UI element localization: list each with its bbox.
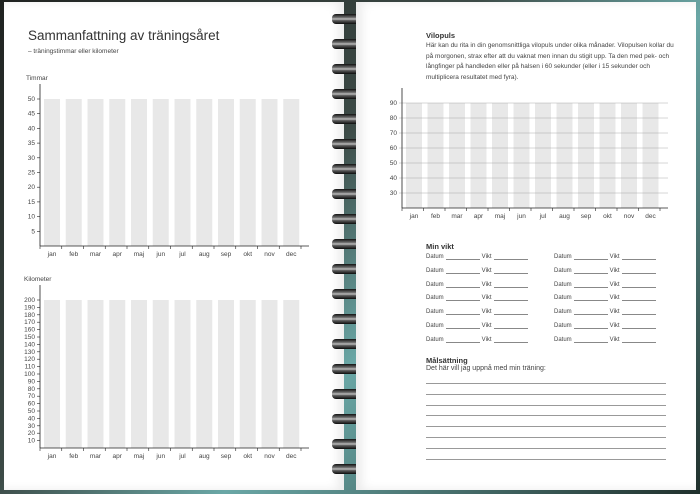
vilopuls-chart-tick-label: okt [603,213,612,220]
vikt-write-line [494,268,528,274]
km-chart-y-tick-label: 50 [27,408,35,415]
vikt-write-line [622,323,656,329]
km-chart-tick-label: dec [286,453,297,460]
km-chart-y-tick-label: 80 [27,385,35,393]
vikt-label: Vikt [481,267,492,274]
page-subtitle: – träningstimmar eller kilometer [28,48,119,55]
km-chart-bar-okt [240,300,256,448]
vilopuls-chart-y-tick-label: 90 [389,100,397,107]
hours-chart-tick-label: apr [112,251,122,258]
hours-chart-tick-label: aug [198,251,210,258]
datum-label: Datum [426,336,444,343]
goal-write-line [426,448,666,449]
km-chart-y-tick-label: 130 [24,348,35,356]
weight-entry-row [554,254,658,260]
hours-chart-bar-okt [240,99,256,246]
vilopuls-chart-tick-label: jan [409,213,419,220]
vikt-write-line [622,295,656,301]
km-chart-bar-jan [44,300,60,448]
km-chart-tick-label: jul [179,453,186,460]
hours-chart-bar-feb [66,99,82,246]
vilopuls-chart-bar-jan [406,103,422,208]
vilopuls-heading: Vilopuls [426,31,456,40]
vilopuls-chart-tick-label: jul [539,213,547,220]
km-chart-tick-label: apr [112,453,122,460]
vikt-label: Vikt [481,295,492,302]
datum-write-line [574,254,608,260]
km-chart-y-tick-label: 160 [24,326,35,334]
weight-entry-row [426,282,530,288]
vikt-label: Vikt [609,336,620,343]
datum-label: Datum [554,323,572,329]
vilopuls-chart-tick-label: jun [517,213,526,220]
goal-write-line [426,394,666,395]
goal-write-line [426,405,666,406]
vikt-write-line [622,254,656,260]
km-chart-bar-aug [196,300,212,448]
vikt-write-line [494,282,528,288]
vilopuls-chart-bar-aug [557,103,573,208]
hours-chart-bar-jun [153,99,169,246]
km-chart-y-tick-label: 30 [27,422,35,430]
datum-label: Datum [426,254,444,260]
hours-chart-tick-label: okt [243,251,253,258]
datum-write-line [574,295,608,301]
km-chart-y-tick-label: 100 [24,371,35,378]
datum-write-line [574,337,608,343]
km-chart-bar-sep [218,300,234,448]
goal-write-line [426,383,666,384]
hours-chart-tick-label: jun [156,251,166,258]
hours-chart-bar-maj [131,99,147,246]
vikt-write-line [494,295,528,301]
hours-chart-y-tick-label: 45 [27,110,35,118]
km-chart-bar-jul [175,300,191,448]
right-page [356,2,696,490]
km-chart-tick-label: nov [264,453,275,460]
hours-chart-bar-jan [44,99,60,246]
km-chart-y-tick-label: 170 [24,319,35,327]
km-chart-y-tick-label: 180 [24,311,35,319]
weight-entry-row [426,323,530,329]
datum-write-line [446,337,480,343]
vilopuls-chart-tick-label: apr [473,213,484,220]
vikt-label: Vikt [609,281,620,288]
hours-chart-bar-nov [262,99,278,246]
vikt-label: Vikt [609,309,620,316]
km-chart-bar-mar [88,300,104,448]
weight-entry-row [426,268,530,274]
vilopuls-chart-bar-okt [600,103,616,208]
datum-label: Datum [426,323,444,329]
hours-axis-label: Timmar [26,75,48,82]
hours-chart-y-tick-label: 50 [27,96,35,103]
hours-chart-tick-label: dec [286,251,297,258]
weight-entry-row [426,309,530,315]
vilopuls-chart-bar-apr [471,103,487,208]
datum-label: Datum [426,281,444,288]
vilopuls-chart-y-tick-label: 60 [389,145,397,152]
km-chart-tick-label: jun [156,453,166,460]
datum-label: Datum [554,295,572,302]
hours-chart-bar-mar [88,99,104,246]
vilopuls-chart-tick-label: sep [580,213,592,220]
vikt-label: Vikt [481,254,492,260]
datum-write-line [446,323,480,329]
vilopuls-chart-bar-maj [492,103,508,208]
hours-chart-y-tick-label: 15 [27,198,35,206]
vilopuls-chart-bar-feb [428,103,444,208]
datum-label: Datum [554,336,572,343]
weight-entry-row [426,254,530,260]
hours-chart-y-tick-label: 25 [27,169,35,177]
vilopuls-chart-bar-sep [578,103,594,208]
hours-chart-bar-dec [283,99,299,246]
vilopuls-chart-y-tick-label: 80 [389,115,397,122]
km-chart-y-tick-label: 140 [24,341,35,349]
km-chart-tick-label: aug [198,453,210,460]
km-chart-y-tick-label: 10 [27,437,35,445]
weight-entry-row [554,337,658,343]
km-chart-tick-label: feb [69,453,79,460]
hours-chart-tick-label: jul [179,251,186,258]
vilopuls-chart-tick-label: maj [494,213,506,220]
vikt-label: Vikt [609,254,620,260]
km-chart-y-tick-label: 60 [27,400,35,408]
hours-chart-bar-jul [175,99,191,246]
vikt-label: Vikt [481,309,492,316]
weight-entry-row [426,295,530,301]
hours-chart-y-tick-label: 35 [27,140,35,148]
vikt-write-line [622,268,656,274]
min-vikt-heading: Min vikt [426,242,454,251]
datum-write-line [574,268,608,274]
vilopuls-chart-tick-label: aug [559,213,570,220]
hours-km-charts [4,2,344,490]
hours-chart-y-tick-label: 10 [27,213,35,221]
weight-entry-row [554,323,658,329]
left-page [4,2,344,490]
vilopuls-chart-tick-label: feb [430,213,441,220]
hours-chart-bar-sep [218,99,234,246]
km-chart-bar-jun [153,300,169,448]
datum-label: Datum [554,281,572,288]
vikt-label: Vikt [609,323,620,329]
datum-label: Datum [554,309,572,316]
datum-write-line [574,282,608,288]
weight-entry-row [554,309,658,315]
vikt-write-line [622,337,656,343]
datum-write-line [574,323,608,329]
vilopuls-chart-bar-nov [621,103,637,208]
vilopuls-chart-y-tick-label: 50 [389,160,397,167]
vilopuls-chart-tick-label: nov [623,213,635,220]
vilopuls-chart-bar-jul [535,103,551,208]
datum-write-line [446,295,480,301]
datum-label: Datum [554,254,572,260]
hours-chart-y-tick-label: 40 [27,125,35,133]
hours-chart-tick-label: feb [69,251,79,258]
hours-chart-tick-label: sep [220,251,232,258]
vikt-write-line [622,282,656,288]
hours-chart-bar-aug [196,99,212,246]
km-axis-label: Kilometer [24,276,52,283]
km-chart-tick-label: mar [89,453,102,460]
vilopuls-chart-y-tick-label: 40 [389,175,397,182]
vilopuls-chart-tick-label: mar [451,213,463,220]
km-chart-y-tick-label: 70 [27,393,35,401]
datum-label: Datum [554,267,572,274]
datum-label: Datum [426,267,444,274]
vilopuls-chart-y-tick-label: 30 [389,190,397,197]
vilopuls-chart-bar-mar [449,103,465,208]
hours-chart-tick-label: nov [264,251,275,258]
vikt-label: Vikt [609,295,620,302]
hours-chart-y-tick-label: 20 [27,184,35,192]
weight-entry-row [554,282,658,288]
vikt-write-line [494,309,528,315]
vikt-label: Vikt [609,267,620,274]
km-chart-y-tick-label: 190 [24,304,35,312]
hours-chart-tick-label: jan [47,251,57,258]
goal-write-line [426,415,666,416]
km-chart-y-tick-label: 150 [24,334,35,341]
hours-chart-y-tick-label: 5 [31,228,35,236]
vikt-write-line [494,323,528,329]
hours-chart-tick-label: maj [133,251,145,258]
malsattning-heading: Målsättning [426,356,468,365]
km-chart-bar-feb [66,300,82,448]
km-chart-y-tick-label: 120 [24,356,35,364]
vikt-write-line [494,337,528,343]
goal-write-line [426,426,666,427]
km-chart-y-tick-label: 110 [24,363,35,371]
km-chart-y-tick-label: 90 [27,378,35,386]
vilopuls-chart-bar-dec [643,103,659,208]
vikt-write-line [494,254,528,260]
weight-entry-row [554,268,658,274]
vikt-label: Vikt [481,336,492,343]
km-chart-y-tick-label: 40 [27,415,35,423]
weight-entry-row [426,337,530,343]
vilopuls-chart-tick-label: dec [645,213,656,220]
vilopuls-chart-bar-jun [514,103,530,208]
weight-entry-row [554,295,658,301]
km-chart-bar-maj [131,300,147,448]
km-chart-tick-label: jan [47,453,57,460]
datum-label: Datum [426,309,444,316]
datum-write-line [446,309,480,315]
km-chart-bar-apr [109,300,125,448]
km-chart-y-tick-label: 200 [24,297,35,304]
km-chart-y-tick-label: 20 [27,430,35,438]
goal-write-line [426,437,666,438]
km-chart-bar-dec [283,300,299,448]
km-chart-tick-label: sep [220,453,232,460]
km-chart-tick-label: maj [133,453,145,460]
datum-write-line [446,282,480,288]
vikt-label: Vikt [481,281,492,288]
goal-write-line [426,459,666,460]
vikt-write-line [622,309,656,315]
datum-write-line [446,268,480,274]
hours-chart-bar-apr [109,99,125,246]
datum-label: Datum [426,295,444,302]
malsattning-prompt: Det här vill jag uppnå med min träning: [426,365,546,372]
hours-chart-y-tick-label: 30 [27,154,35,162]
datum-write-line [574,309,608,315]
hours-chart-tick-label: mar [89,251,102,258]
km-chart-bar-nov [262,300,278,448]
datum-write-line [446,254,480,260]
vilopuls-chart [356,2,696,490]
page-title: Sammanfattning av träningsåret [28,28,220,43]
vilopuls-chart-y-tick-label: 70 [389,130,397,137]
km-chart-tick-label: okt [243,453,253,460]
vilopuls-instructions: Här kan du rita in din genomsnittliga vilopuls under olika månader. Vilopulsen kollar du på morgonen, strax efter att du vaknat men innan du stigit upp. Ta den med pek- och långfinger på handleden eller på halsen i 60 sekunder (eller i 15 sekunder och multiplicera resultatet med fyra). [426,42,674,81]
vikt-label: Vikt [481,323,492,329]
